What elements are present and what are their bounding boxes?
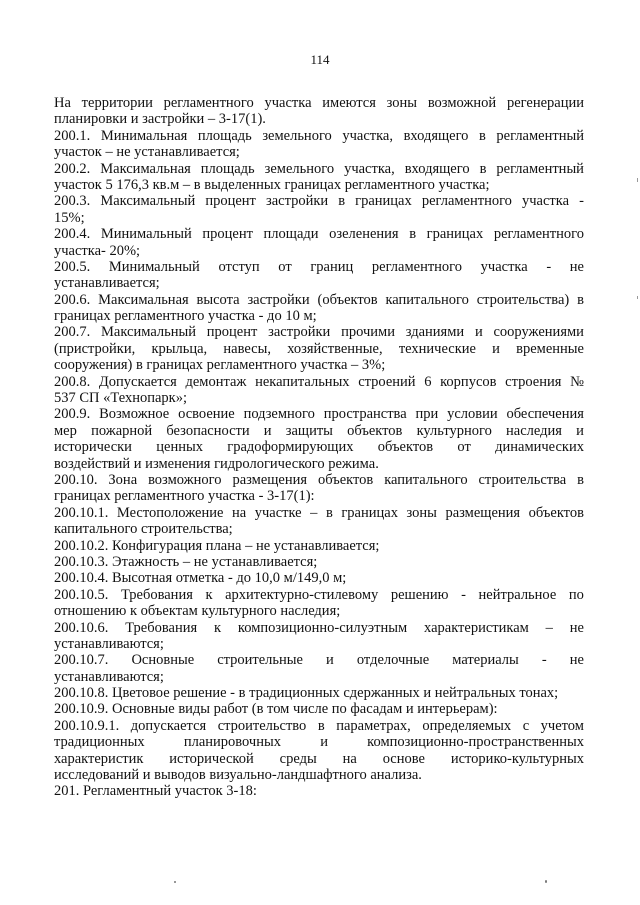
scan-edge-mark xyxy=(637,296,638,299)
text-line: 200.10.3. Этажность – не устанавливается; xyxy=(54,553,318,570)
page-number: 114 xyxy=(310,52,330,67)
text-line: участок 5 176,3 кв.м – в выделенных границах регламентного участка; xyxy=(54,176,490,193)
text-line: 200.2. Максимальная площадь земельного участка, входящего в регламентный xyxy=(54,160,584,177)
text-line: мер пожарной безопасности и защиты объектов культурного наследия и xyxy=(54,422,584,439)
text-line: На территории регламентного участка имеются зоны возможной регенерации xyxy=(54,95,584,111)
text-line: исторически ценных градоформирующих объектов от динамических xyxy=(54,439,584,456)
text-line: 200.10.5. Требования к архитектурно-стилевому решению - нейтральное по xyxy=(54,586,584,603)
text-line: капитального строительства; xyxy=(54,521,233,538)
text-line: 200.5. Минимальный отступ от границ регламентного участка - не xyxy=(54,258,584,275)
scan-speck xyxy=(174,881,176,883)
text-line: отношению к объектам культурного наследия; xyxy=(54,603,341,620)
text-line: устанавливаются; xyxy=(54,635,164,652)
text-line: исследований и выводов визуально-ландшафтного анализа. xyxy=(54,767,422,784)
text-line: 201. Регламентный участок 3-18: xyxy=(54,783,257,800)
scan-speck xyxy=(545,880,547,883)
text-line: устанавливаются; xyxy=(54,668,164,685)
document-body xyxy=(54,95,584,800)
text-line: 200.3. Максимальный процент застройки в границах регламентного участка - xyxy=(54,193,584,210)
text-line: 200.10.9. Основные виды работ (в том числе по фасадам и интерьерам): xyxy=(54,701,498,718)
text-line: 200.10.6. Требования к композиционно-силуэтным характеристикам – не xyxy=(54,619,584,636)
text-line: 537 СП «Технопарк»; xyxy=(54,390,187,407)
text-line: традиционных планировочных и композиционно-пространственных xyxy=(54,734,584,751)
text-line: 200.4. Минимальный процент площади озеленения в границах регламентного xyxy=(54,226,584,243)
text-line: 200.1. Минимальная площадь земельного участка, входящего в регламентный xyxy=(54,127,584,144)
text-line: 15%; xyxy=(54,209,85,226)
text-line: 200.10.4. Высотная отметка - до 10,0 м/149,0 м; xyxy=(54,570,347,587)
text-line: 200.7. Максимальный процент застройки прочими зданиями и сооружениями xyxy=(54,324,584,341)
text-line: 200.10.1. Местоположение на участке – в границах зоны размещения объектов xyxy=(54,504,584,521)
text-line: 200.8. Допускается демонтаж некапитальных строений 6 корпусов строения № xyxy=(54,373,584,390)
text-line: участка- 20%; xyxy=(54,242,141,259)
text-line: воздействий и изменения гидрологического режима. xyxy=(54,455,379,472)
text-line: 200.9. Возможное освоение подземного пространства при условии обеспечения xyxy=(54,406,584,423)
text-line: характеристик исторической среды на основе историко-культурных xyxy=(54,750,584,767)
text-line: 200.10. Зона возможного размещения объектов капитального строительства в xyxy=(54,471,584,488)
text-line: 200.10.7. Основные строительные и отделочные материалы - не xyxy=(54,652,584,669)
text-line: 200.10.2. Конфигурация плана – не устанавливается; xyxy=(54,537,380,554)
text-line: устанавливается; xyxy=(54,275,160,292)
text-line: границах регламентного участка - до 10 м; xyxy=(54,308,317,325)
text-line: 200.10.9.1. допускается строительство в параметрах, определяемых с учетом xyxy=(54,717,584,734)
text-line: участок – не устанавливается; xyxy=(54,144,240,161)
text-line: 200.10.8. Цветовое решение - в традиционных сдержанных и нейтральных тонах; xyxy=(54,685,559,702)
scan-edge-mark xyxy=(637,178,638,182)
text-line: (пристройки, крыльца, навесы, хозяйственные, технические и временные xyxy=(54,340,584,357)
text-line: границах регламентного участка - 3-17(1): xyxy=(54,488,315,505)
text-line: сооружения) в границах регламентного участка – 3%; xyxy=(54,357,386,374)
text-line: 200.6. Максимальная высота застройки (объектов капитального строительства) в xyxy=(54,291,584,308)
text-line: планировки и застройки – 3-17(1). xyxy=(54,111,266,128)
